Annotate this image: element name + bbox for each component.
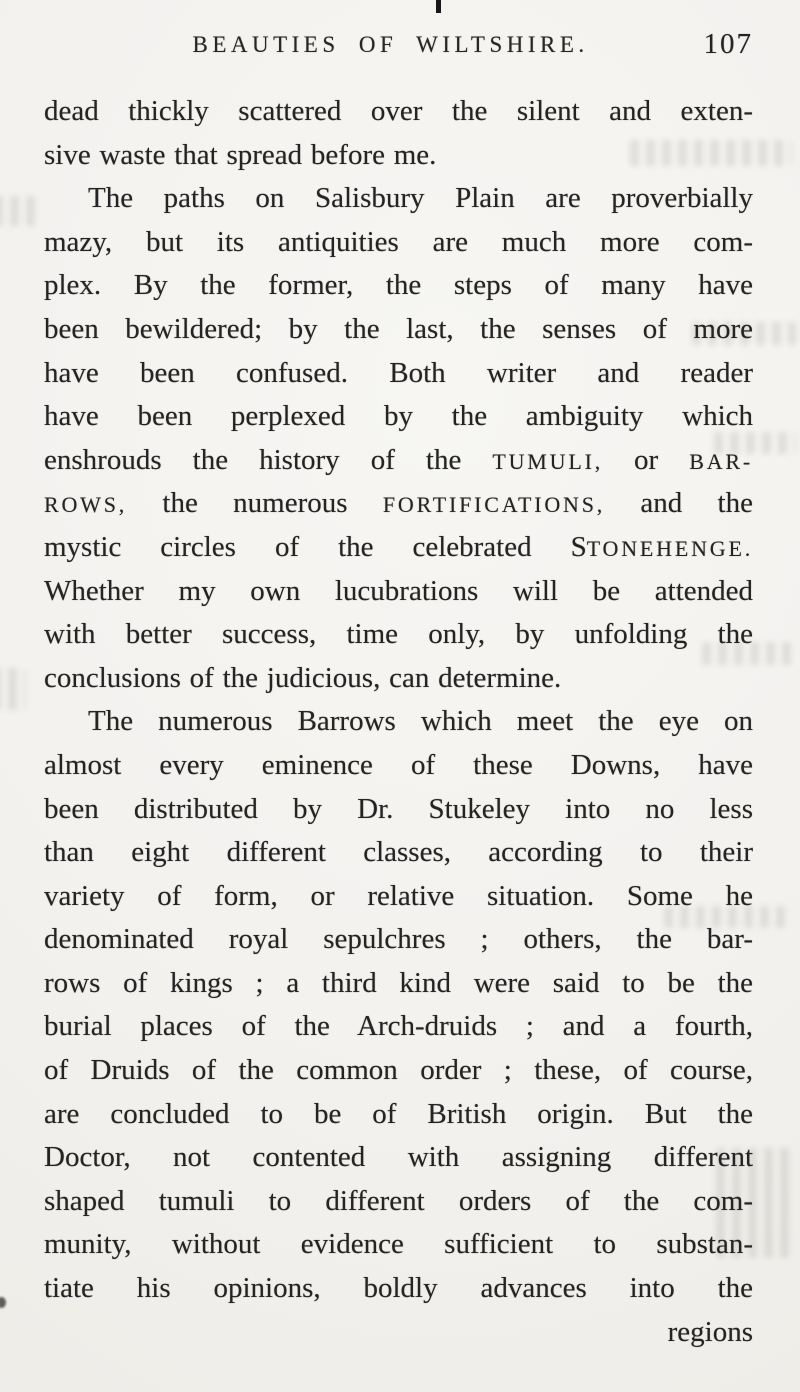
text-line: been bewildered; by the last, the senses of more [44, 312, 753, 345]
bleedthrough-smudge [0, 196, 38, 226]
paragraph [44, 90, 753, 177]
small-caps-text: TUMULI, [492, 448, 603, 474]
text-line: plex. By the former, the steps of many have [44, 269, 753, 302]
text-line: are concluded to be of British origin. But the [44, 1097, 753, 1130]
text-line: have been perplexed by the ambiguity which [44, 400, 753, 433]
text-line: munity, without evidence sufficient to substan- [44, 1228, 753, 1261]
text-line: almost every eminence of these Downs, have [44, 748, 753, 781]
text-line: The paths on Salisbury Plain are proverbially [88, 182, 753, 215]
text-line: The numerous Barrows which meet the eye on [88, 705, 753, 738]
text-line: mystic circles of the celebrated STONEHENGE. [44, 530, 753, 563]
small-caps-text: TONEHENGE. [586, 535, 753, 561]
scan-artifact-tick [436, 0, 441, 13]
page-body [44, 90, 753, 1311]
text-line: have been confused. Both writer and reader [44, 356, 753, 389]
text-line: sive waste that spread before me. [44, 138, 437, 171]
text-line: variety of form, or relative situation. Some he [44, 879, 753, 912]
text-line: Whether my own lucubrations will be attended [44, 574, 753, 607]
small-caps-text: FORTIFICATIONS, [382, 492, 606, 518]
text-line: been distributed by Dr. Stukeley into no less [44, 792, 753, 825]
running-title: BEAUTIES OF WILTSHIRE. [192, 32, 589, 57]
small-caps-text: BAR- [689, 448, 753, 474]
text-line: rows of kings ; a third kind were said to be the [44, 966, 753, 999]
paragraph [44, 700, 753, 1310]
text-line: with better success, time only, by unfolding the [44, 618, 753, 651]
text-line: enshrouds the history of the TUMULI, or BAR- [44, 443, 753, 476]
text-line: conclusions of the judicious, can determine. [44, 661, 562, 694]
small-caps-text: ROWS, [44, 492, 128, 518]
text-block [44, 90, 753, 1354]
scan-artifact-dot [0, 1297, 6, 1308]
text-line: denominated royal sepulchres ; others, the bar- [44, 923, 753, 956]
bleedthrough-smudge [0, 668, 26, 710]
text-line: mazy, but its antiquities are much more com- [44, 225, 753, 258]
text-line: dead thickly scattered over the silent and exten- [44, 95, 753, 127]
text-line: shaped tumuli to different orders of the com- [44, 1184, 753, 1217]
text-line: tiate his opinions, boldly advances into the [44, 1272, 753, 1305]
catchword: regions [667, 1315, 753, 1348]
text-line: burial places of the Arch-druids ; and a fourth, [44, 1010, 753, 1043]
text-line: than eight different classes, according to their [44, 836, 753, 869]
catchword-line [44, 1311, 753, 1355]
page-header [44, 28, 753, 64]
text-line: Doctor, not contented with assigning different [44, 1141, 753, 1174]
paragraph [44, 177, 753, 700]
text-line: ROWS, the numerous FORTIFICATIONS, and the [44, 487, 753, 520]
text-line: of Druids of the common order ; these, of course, [44, 1054, 753, 1087]
page-number: 107 [703, 28, 753, 60]
